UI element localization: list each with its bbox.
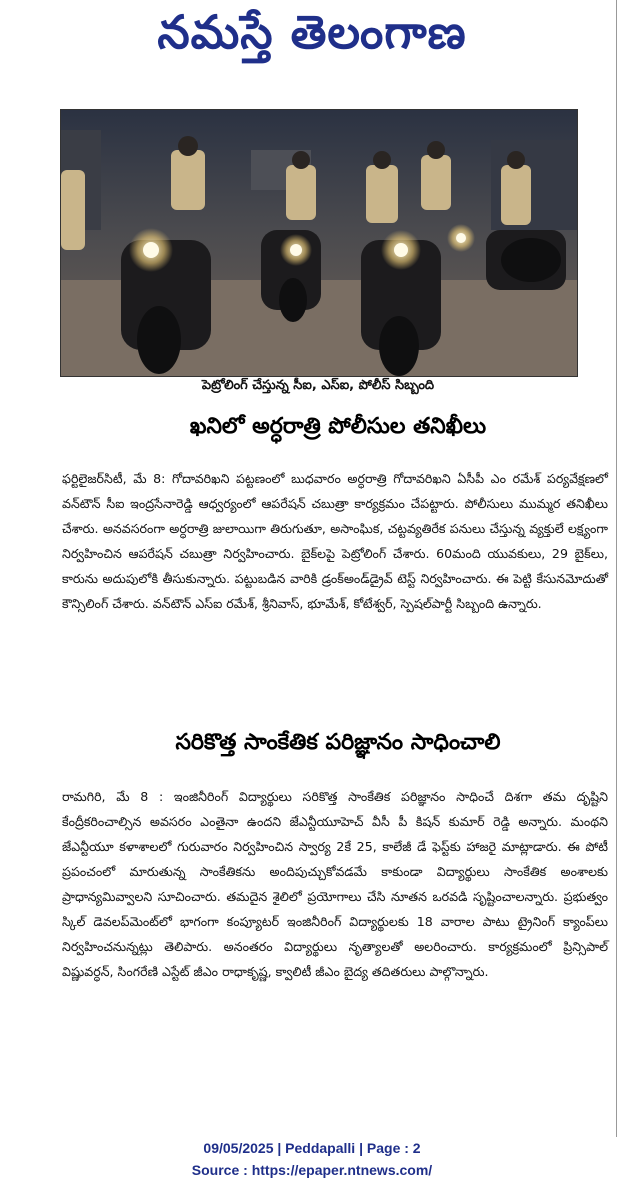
- article1-headline: ఖనిలో అర్ధరాత్రి పోలీసుల తనిఖీలు: [189, 414, 487, 439]
- page-footer: [0, 1137, 624, 1181]
- article2-headline: సరికొత్త సాంకేతిక పరిజ్ఞానం సాధించాలి: [175, 730, 501, 755]
- article1-body: ఫర్టిలైజర్‌సిటీ, మే 8: గోదావరిఖని పట్టణంలో బుధవారం అర్ధరాత్రి గోదావరిఖని ఏసీపీ ఎం రమేశ్ పర్యవేక్షణలో వన్‌టౌన్ సీఐ ఇంద్రసేనారెడ్డి ఆధ్వర్యంలో ఆపరేషన్ చబుత్రా కార్యక్రమం చేపట్టారు. పోలీసులు ముమ్మర తనిఖీలు చేశారు. అనవసరంగా అర్ధరాత్రి జులాయిగా తిరుగుతూ, అసాంఘిక, చట్టవ్యతిరేక పనులు చేస్తున్న వ్యక్తులే లక్ష్యంగా నిర్వహించిన ఆపరేషన్ చబుత్రా నిర్వహించారు. బైక్‌లపై పెట్రోలింగ్ చేశారు. 60మంది యువకులు, 29 బైక్‌లు, కారును అదుపులోకి తీసుకున్నారు. పట్టుబడిన వారికి డ్రంక్‌అండ్‌డ్రైవ్ టెస్ట్ నిర్వహించారు. ఈ పెట్టి కేసునమోదుతో కౌన్సిలింగ్ చేశారు. వన్‌టౌన్ ఎస్ఐ రమేశ్, శ్రీనివాస్, భూమేశ్, కోటేశ్వర్, స్పెషల్‌పార్టీ సిబ్బంది ఉన్నారు.: [62, 471, 608, 611]
- masthead-title: నమస్తే తెలంగాణ: [157, 5, 467, 59]
- article2-body: రామగిరి, మే 8 : ఇంజినీరింగ్ విద్యార్థులు సరికొత్త సాంకేతిక పరిజ్ఞానం సాధించే దిశగా తమ దృష్టిని కేంద్రీకరించాల్సిన అవసరం ఎంతైనా ఉందని జేఎన్టీయూహెచ్ వీసీ పీ కిషన్ కుమార్ రెడ్డి అన్నారు. మంథని జేఎన్టీయూ కళాశాలలో గురువారం నిర్వహించిన స్వార్య 2కే 25, కాలేజీ డే ఫెస్ట్‌కు హాజరై మాట్లాడారు. ఈ పోటీ ప్రపంచంలో మారుతున్న సాంకేతికను అందిపుచ్చుకోవడమే కాకుండా విద్యార్థులు సాంకేతిక అంశాలకు ప్రాధాన్యమివ్వాలని సూచించారు. తమదైన శైలిలో ప్రయోగాలు చేసి నూతన ఒరవడి సృష్టించాలన్నారు. ప్రభుత్వం స్కిల్ డెవలప్‌మెంట్‌లో భాగంగా కంప్యూటర్ ఇంజినీరింగ్ విద్యార్థులకు 18 వారాల పాటు ట్రైనింగ్ క్యాంప్‌లు నిర్వహించనున్నట్లు తెలిపారు. అనంతరం విద్యార్థులు నృత్యాలతో అలరించారు. కార్యక్రమంలో ప్రిన్సిపాల్ విష్ణువర్ధన్, సింగరేణి ఎస్టేట్ జీఎం రాధాకృష్ణ, క్వాలిటీ జీఎం బైద్య తదితరులు పాల్గొన్నారు.: [62, 789, 608, 979]
- photo-caption: పెట్రోలింగ్ చేస్తున్న సీఐ, ఎస్ఐ, పోలీస్ సిబ్బంది: [201, 378, 435, 393]
- footer-source: Source : https://epaper.ntnews.com/: [191, 1162, 433, 1178]
- police-patrol-photo: [61, 110, 577, 376]
- news-photo: [60, 109, 578, 377]
- footer-date-edition: 09/05/2025 | Peddapalli | Page : 2: [203, 1140, 421, 1156]
